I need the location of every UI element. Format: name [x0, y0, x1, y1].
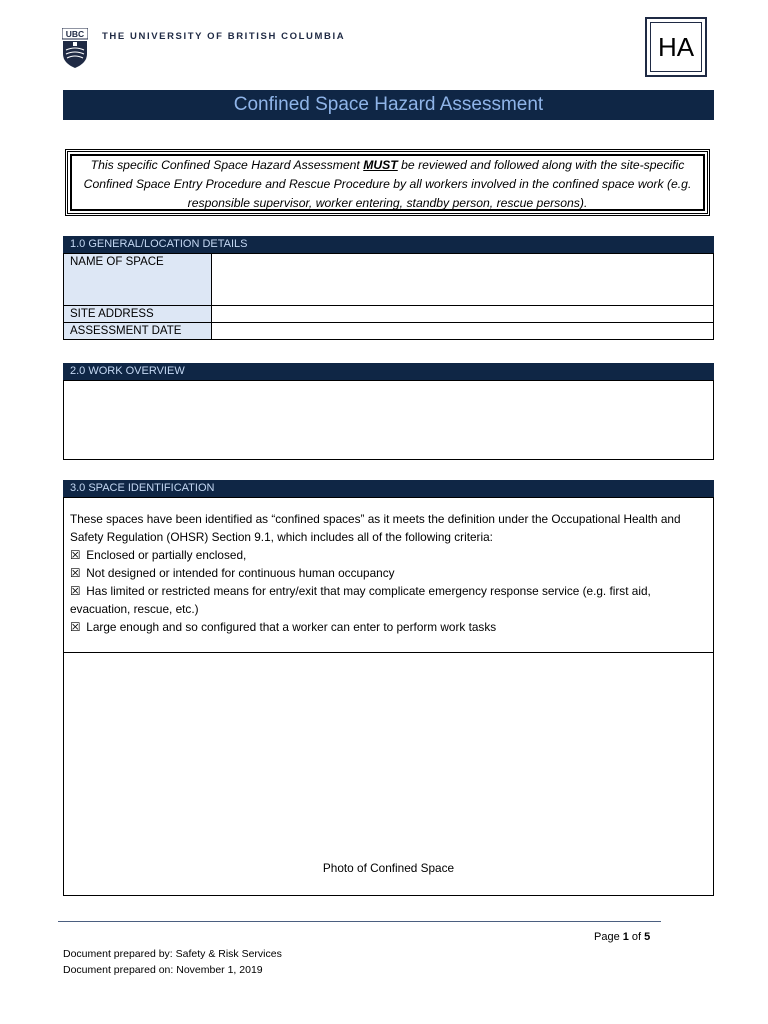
- criteria-intro: These spaces have been identified as “confined spaces” as it meets the definition under the Occupational Health and Safety Regulation (OHSR) Section 9.1, which includes all of the following criteria:: [70, 512, 681, 544]
- section-general-heading: 1.0 GENERAL/LOCATION DETAILS: [63, 236, 714, 253]
- site-address-label: SITE ADDRESS: [64, 306, 212, 323]
- general-details-table: [63, 253, 714, 340]
- doc-code: HA: [650, 22, 702, 72]
- assessment-date-field[interactable]: [212, 323, 714, 340]
- document-preparation: [63, 947, 282, 978]
- assessment-date-label: ASSESSMENT DATE: [64, 323, 212, 340]
- logo-text: UBC: [65, 29, 85, 39]
- prepared-on: Document prepared on: November 1, 2019: [63, 963, 263, 976]
- checked-box-icon[interactable]: ☒: [70, 548, 81, 562]
- name-of-space-label: NAME OF SPACE: [64, 254, 212, 306]
- list-item: ☒ Has limited or restricted means for entry/exit that may complicate emergency response service (e.g. first aid, evacuation, rescue, etc.): [70, 584, 651, 616]
- page-number: Page 1 of 5: [594, 931, 651, 943]
- footer-divider: [58, 921, 661, 922]
- checked-box-icon[interactable]: ☒: [70, 620, 81, 634]
- section-space-identification-heading: 3.0 SPACE IDENTIFICATION: [63, 480, 714, 497]
- photo-area[interactable]: [63, 652, 714, 896]
- table-row: [64, 323, 714, 340]
- criteria-list: [70, 510, 706, 636]
- name-of-space-field[interactable]: [212, 254, 714, 306]
- photo-caption: Photo of Confined Space: [322, 861, 455, 875]
- notice-box: [65, 149, 710, 216]
- site-address-field[interactable]: [212, 306, 714, 323]
- ubc-logo: [62, 28, 88, 68]
- work-overview-field[interactable]: [63, 380, 714, 460]
- list-item: ☒ Enclosed or partially enclosed,: [70, 548, 247, 562]
- notice-text: This specific Confined Space Hazard Assessment MUST be reviewed and followed along with the site-specific Confined Space Entry Procedure and Rescue Procedure by all workers involved in the confined space work (e.g. responsible supervisor, worker entering, standby person, rescue persons).: [83, 158, 692, 210]
- list-item: ☒ Large enough and so configured that a worker can enter to perform work tasks: [70, 620, 497, 634]
- prepared-by: Document prepared by: Safety & Risk Services: [63, 948, 282, 960]
- checked-box-icon[interactable]: ☒: [70, 584, 81, 598]
- checked-box-icon[interactable]: ☒: [70, 566, 81, 580]
- university-name: THE UNIVERSITY OF BRITISH COLUMBIA: [102, 31, 346, 42]
- page-title: Confined Space Hazard Assessment: [63, 90, 714, 120]
- section-work-overview-heading: 2.0 WORK OVERVIEW: [63, 363, 714, 380]
- list-item: ☒ Not designed or intended for continuous human occupancy: [70, 566, 395, 580]
- doc-code-box: [645, 17, 707, 77]
- must-emphasis: MUST: [363, 158, 398, 172]
- table-row: [64, 254, 714, 306]
- table-row: [64, 306, 714, 323]
